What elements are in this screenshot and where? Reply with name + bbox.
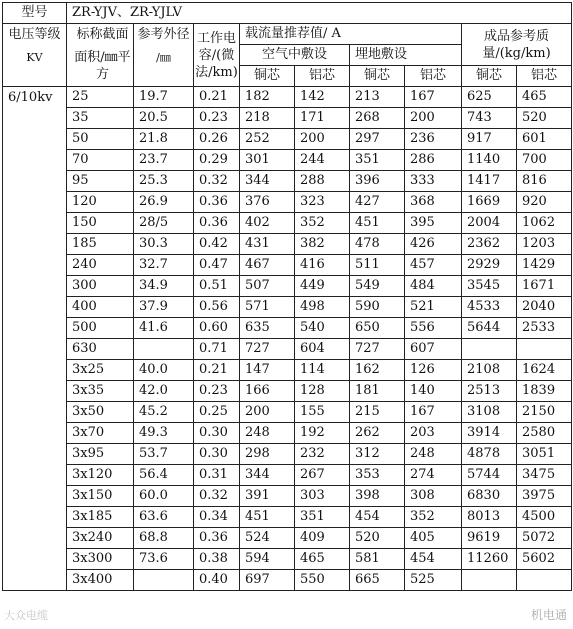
cell-ground-copper: 353 (350, 465, 405, 486)
cell-ground-aluminum: 607 (405, 339, 462, 360)
cell-weight-aluminum: 1429 (517, 255, 572, 276)
table-row (3, 150, 572, 171)
cell-ground-aluminum: 484 (405, 276, 462, 297)
cell-diameter: 63.6 (134, 507, 194, 528)
cell-ground-copper: 511 (350, 255, 405, 276)
cell-ground-copper: 351 (350, 150, 405, 171)
cell-air-aluminum: 498 (295, 297, 350, 318)
table-row (3, 234, 572, 255)
cell-weight-copper: 3108 (462, 402, 517, 423)
section-header (67, 24, 134, 87)
table-row (3, 318, 572, 339)
cell-capacitance: 0.40 (194, 570, 240, 591)
cell-capacitance: 0.26 (194, 129, 240, 150)
table-row (3, 87, 572, 108)
cell-air-copper: 200 (240, 402, 295, 423)
cell-air-aluminum: 200 (295, 129, 350, 150)
cell-weight-aluminum: 5072 (517, 528, 572, 549)
cell-section: 500 (67, 318, 134, 339)
cell-weight-aluminum: 1203 (517, 234, 572, 255)
cell-air-aluminum: 449 (295, 276, 350, 297)
table-row (3, 213, 572, 234)
cell-ground-copper: 427 (350, 192, 405, 213)
cell-capacitance: 0.71 (194, 339, 240, 360)
voltage-label: 电压等级 (8, 27, 61, 42)
cell-ground-aluminum: 140 (405, 381, 462, 402)
cell-weight-aluminum: 4500 (517, 507, 572, 528)
cable-spec-table (2, 2, 572, 591)
cell-ground-copper: 451 (350, 213, 405, 234)
cell-diameter: 32.7 (134, 255, 194, 276)
weight-aluminum-header: 铝芯 (517, 66, 572, 87)
cell-air-aluminum: 303 (295, 486, 350, 507)
cell-weight-aluminum: 920 (517, 192, 572, 213)
watermark-right: 机电通 (530, 608, 567, 622)
cell-weight-copper: 8013 (462, 507, 517, 528)
capacitance-header (194, 24, 240, 87)
cell-weight-copper (462, 339, 517, 360)
cell-diameter (134, 339, 194, 360)
cell-ground-copper: 590 (350, 297, 405, 318)
cell-section: 25 (67, 87, 134, 108)
cell-air-aluminum: 142 (295, 87, 350, 108)
cell-diameter (134, 570, 194, 591)
cell-weight-copper: 4878 (462, 444, 517, 465)
cell-weight-aluminum: 700 (517, 150, 572, 171)
cell-ground-aluminum: 426 (405, 234, 462, 255)
cell-weight-copper: 917 (462, 129, 517, 150)
cell-section: 240 (67, 255, 134, 276)
cell-diameter: 41.6 (134, 318, 194, 339)
table-row (3, 171, 572, 192)
cell-weight-aluminum (517, 339, 572, 360)
cell-capacitance: 0.60 (194, 318, 240, 339)
cell-air-copper: 451 (240, 507, 295, 528)
cell-diameter: 68.8 (134, 528, 194, 549)
cell-air-aluminum: 244 (295, 150, 350, 171)
cell-ground-aluminum: 556 (405, 318, 462, 339)
cell-section: 185 (67, 234, 134, 255)
cell-air-copper: 467 (240, 255, 295, 276)
table-row (3, 339, 572, 360)
cell-section: 3x185 (67, 507, 134, 528)
cell-ground-copper: 297 (350, 129, 405, 150)
table-row (3, 444, 572, 465)
cell-ground-copper: 181 (350, 381, 405, 402)
cell-diameter: 56.4 (134, 465, 194, 486)
cell-weight-aluminum: 465 (517, 87, 572, 108)
cell-air-copper: 147 (240, 360, 295, 381)
cell-ground-copper: 581 (350, 549, 405, 570)
cell-ground-aluminum: 395 (405, 213, 462, 234)
cell-section: 3x35 (67, 381, 134, 402)
ground-copper-header: 铜芯 (350, 66, 405, 87)
cell-ground-copper: 454 (350, 507, 405, 528)
cell-ground-copper: 268 (350, 108, 405, 129)
cell-weight-copper: 1669 (462, 192, 517, 213)
model-value: ZR-YJV、ZR-YJLV (67, 3, 572, 24)
ground-aluminum-header: 铝芯 (405, 66, 462, 87)
cell-ground-aluminum: 352 (405, 507, 462, 528)
cell-diameter: 34.9 (134, 276, 194, 297)
cell-weight-aluminum: 2150 (517, 402, 572, 423)
cell-ground-aluminum: 236 (405, 129, 462, 150)
cell-ground-aluminum: 167 (405, 402, 462, 423)
ampacity-header: 载流量推荐值/ A (240, 24, 462, 45)
cell-air-copper: 344 (240, 465, 295, 486)
table-row (3, 255, 572, 276)
table-row (3, 129, 572, 150)
cell-diameter: 30.3 (134, 234, 194, 255)
cell-weight-copper: 5744 (462, 465, 517, 486)
cell-ground-aluminum: 457 (405, 255, 462, 276)
cell-diameter: 60.0 (134, 486, 194, 507)
table-row (3, 192, 572, 213)
cell-ground-aluminum: 200 (405, 108, 462, 129)
cell-capacitance: 0.42 (194, 234, 240, 255)
cell-air-copper: 166 (240, 381, 295, 402)
cell-weight-aluminum: 520 (517, 108, 572, 129)
voltage-header (3, 24, 67, 87)
cell-weight-copper: 2362 (462, 234, 517, 255)
cell-capacitance: 0.51 (194, 276, 240, 297)
cell-capacitance: 0.25 (194, 402, 240, 423)
cell-air-aluminum: 155 (295, 402, 350, 423)
table-row (3, 507, 572, 528)
cell-weight-aluminum: 816 (517, 171, 572, 192)
table-row (3, 570, 572, 591)
cell-air-aluminum: 550 (295, 570, 350, 591)
model-label: 型号 (3, 3, 67, 24)
ground-header: 埋地敷设 (350, 45, 462, 66)
cell-weight-aluminum: 2040 (517, 297, 572, 318)
cell-weight-aluminum: 3975 (517, 486, 572, 507)
cell-section: 150 (67, 213, 134, 234)
cell-air-aluminum: 352 (295, 213, 350, 234)
cell-air-aluminum: 192 (295, 423, 350, 444)
cell-weight-aluminum (517, 570, 572, 591)
cell-air-copper: 376 (240, 192, 295, 213)
cell-air-copper: 248 (240, 423, 295, 444)
cell-diameter: 19.7 (134, 87, 194, 108)
table-row (3, 549, 572, 570)
cell-air-copper: 507 (240, 276, 295, 297)
cell-ground-aluminum: 286 (405, 150, 462, 171)
table-row (3, 276, 572, 297)
cell-weight-copper: 2108 (462, 360, 517, 381)
cell-air-aluminum: 267 (295, 465, 350, 486)
cell-air-copper: 524 (240, 528, 295, 549)
cell-air-aluminum: 409 (295, 528, 350, 549)
cell-air-copper: 635 (240, 318, 295, 339)
cell-air-aluminum: 232 (295, 444, 350, 465)
cell-weight-copper: 6830 (462, 486, 517, 507)
cell-ground-copper: 162 (350, 360, 405, 381)
cell-capacitance: 0.31 (194, 465, 240, 486)
cell-air-copper: 252 (240, 129, 295, 150)
cell-weight-aluminum: 1062 (517, 213, 572, 234)
cell-ground-aluminum: 248 (405, 444, 462, 465)
cell-diameter: 21.8 (134, 129, 194, 150)
cell-section: 300 (67, 276, 134, 297)
cell-diameter: 73.6 (134, 549, 194, 570)
cell-weight-aluminum: 3051 (517, 444, 572, 465)
cell-capacitance: 0.56 (194, 297, 240, 318)
cell-weight-copper: 2513 (462, 381, 517, 402)
cell-diameter: 25.3 (134, 171, 194, 192)
table-row (3, 108, 572, 129)
cell-ground-copper: 262 (350, 423, 405, 444)
cell-weight-copper: 9619 (462, 528, 517, 549)
table-row (3, 402, 572, 423)
table-row (3, 486, 572, 507)
cell-weight-aluminum: 2533 (517, 318, 572, 339)
cell-weight-aluminum: 5602 (517, 549, 572, 570)
cell-weight-copper: 2004 (462, 213, 517, 234)
cell-ground-aluminum: 167 (405, 87, 462, 108)
cell-ground-copper: 549 (350, 276, 405, 297)
cell-diameter: 28/5 (134, 213, 194, 234)
cell-diameter: 45.2 (134, 402, 194, 423)
cell-capacitance: 0.32 (194, 486, 240, 507)
air-aluminum-header: 铝芯 (295, 66, 350, 87)
cell-weight-aluminum: 1839 (517, 381, 572, 402)
cell-capacitance: 0.36 (194, 192, 240, 213)
cell-air-copper: 727 (240, 339, 295, 360)
cell-diameter: 53.7 (134, 444, 194, 465)
cell-capacitance: 0.30 (194, 444, 240, 465)
voltage-value: 6/10kv (3, 87, 67, 591)
cell-section: 3x70 (67, 423, 134, 444)
cell-diameter: 40.0 (134, 360, 194, 381)
model-row (3, 3, 572, 24)
cell-section: 3x50 (67, 402, 134, 423)
cell-ground-copper: 727 (350, 339, 405, 360)
cell-ground-copper: 396 (350, 171, 405, 192)
cell-weight-copper: 4533 (462, 297, 517, 318)
cell-air-copper: 594 (240, 549, 295, 570)
cell-ground-aluminum: 368 (405, 192, 462, 213)
cell-diameter: 37.9 (134, 297, 194, 318)
cell-ground-copper: 312 (350, 444, 405, 465)
cell-weight-copper: 5644 (462, 318, 517, 339)
cell-section: 3x95 (67, 444, 134, 465)
capacitance-label: 工作电容/(微法/km) (195, 30, 238, 80)
cell-capacitance: 0.21 (194, 360, 240, 381)
weight-copper-header: 铜芯 (462, 66, 517, 87)
cell-capacitance: 0.36 (194, 213, 240, 234)
cell-ground-aluminum: 521 (405, 297, 462, 318)
cell-ground-aluminum: 525 (405, 570, 462, 591)
cell-ground-aluminum: 274 (405, 465, 462, 486)
weight-label: 成品参考质量/(kg/km) (482, 28, 551, 61)
cell-air-aluminum: 540 (295, 318, 350, 339)
weight-header (462, 24, 572, 66)
cell-section: 35 (67, 108, 134, 129)
cell-air-copper: 218 (240, 108, 295, 129)
cell-weight-aluminum: 2580 (517, 423, 572, 444)
cell-weight-copper: 1417 (462, 171, 517, 192)
cell-section: 630 (67, 339, 134, 360)
cell-air-aluminum: 128 (295, 381, 350, 402)
cell-diameter: 20.5 (134, 108, 194, 129)
cell-ground-copper: 650 (350, 318, 405, 339)
cell-air-copper: 697 (240, 570, 295, 591)
cell-capacitance: 0.29 (194, 150, 240, 171)
cell-weight-copper: 1140 (462, 150, 517, 171)
cell-capacitance: 0.34 (194, 507, 240, 528)
cell-weight-copper: 743 (462, 108, 517, 129)
cell-ground-aluminum: 454 (405, 549, 462, 570)
cell-section: 95 (67, 171, 134, 192)
cell-weight-copper: 625 (462, 87, 517, 108)
cell-ground-aluminum: 333 (405, 171, 462, 192)
cell-ground-copper: 665 (350, 570, 405, 591)
cell-capacitance: 0.23 (194, 381, 240, 402)
cell-ground-copper: 478 (350, 234, 405, 255)
cell-air-aluminum: 288 (295, 171, 350, 192)
cell-ground-copper: 520 (350, 528, 405, 549)
cell-section: 120 (67, 192, 134, 213)
cell-air-aluminum: 323 (295, 192, 350, 213)
cell-weight-aluminum: 3475 (517, 465, 572, 486)
cell-section: 50 (67, 129, 134, 150)
diameter-label: 参考外径 (137, 27, 190, 42)
cell-weight-copper: 3545 (462, 276, 517, 297)
cell-diameter: 49.3 (134, 423, 194, 444)
cell-ground-aluminum: 405 (405, 528, 462, 549)
air-header: 空气中敷设 (240, 45, 350, 66)
cell-air-copper: 298 (240, 444, 295, 465)
cell-capacitance: 0.23 (194, 108, 240, 129)
section-unit: 面积/㎜平方 (74, 50, 131, 82)
diameter-unit: /㎜ (156, 51, 171, 64)
cell-section: 3x300 (67, 549, 134, 570)
table-row (3, 528, 572, 549)
cell-weight-copper: 3914 (462, 423, 517, 444)
cell-ground-aluminum: 308 (405, 486, 462, 507)
cell-section: 3x120 (67, 465, 134, 486)
cell-air-copper: 431 (240, 234, 295, 255)
cell-air-aluminum: 382 (295, 234, 350, 255)
cell-capacitance: 0.30 (194, 423, 240, 444)
cell-air-aluminum: 416 (295, 255, 350, 276)
cell-weight-aluminum: 1624 (517, 360, 572, 381)
cell-ground-aluminum: 203 (405, 423, 462, 444)
cell-capacitance: 0.21 (194, 87, 240, 108)
cell-air-copper: 402 (240, 213, 295, 234)
cell-weight-copper (462, 570, 517, 591)
cell-section: 3x25 (67, 360, 134, 381)
cell-ground-copper: 213 (350, 87, 405, 108)
cell-capacitance: 0.38 (194, 549, 240, 570)
section-label: 标称截面 (76, 27, 129, 42)
cell-air-copper: 301 (240, 150, 295, 171)
table-row (3, 465, 572, 486)
cell-weight-aluminum: 601 (517, 129, 572, 150)
cell-air-copper: 344 (240, 171, 295, 192)
cell-section: 3x150 (67, 486, 134, 507)
watermark-left: 大众电缆 (4, 609, 48, 622)
table-row (3, 381, 572, 402)
cell-air-copper: 571 (240, 297, 295, 318)
cell-weight-copper: 11260 (462, 549, 517, 570)
cell-diameter: 42.0 (134, 381, 194, 402)
cell-ground-aluminum: 126 (405, 360, 462, 381)
cell-section: 70 (67, 150, 134, 171)
cell-weight-copper: 2929 (462, 255, 517, 276)
cell-air-copper: 182 (240, 87, 295, 108)
table-row (3, 297, 572, 318)
cell-capacitance: 0.36 (194, 528, 240, 549)
cell-air-aluminum: 351 (295, 507, 350, 528)
cell-section: 400 (67, 297, 134, 318)
table-row (3, 360, 572, 381)
cell-air-aluminum: 465 (295, 549, 350, 570)
air-copper-header: 铜芯 (240, 66, 295, 87)
cell-air-copper: 391 (240, 486, 295, 507)
voltage-unit: KV (26, 51, 43, 64)
cell-ground-copper: 398 (350, 486, 405, 507)
cell-section: 3x400 (67, 570, 134, 591)
table-row (3, 423, 572, 444)
cell-section: 3x240 (67, 528, 134, 549)
cell-diameter: 26.9 (134, 192, 194, 213)
cell-weight-aluminum: 1671 (517, 276, 572, 297)
diameter-header (134, 24, 194, 87)
cell-air-aluminum: 114 (295, 360, 350, 381)
cell-air-aluminum: 604 (295, 339, 350, 360)
cell-capacitance: 0.47 (194, 255, 240, 276)
cell-ground-copper: 215 (350, 402, 405, 423)
header-row-1 (3, 24, 572, 45)
cell-air-aluminum: 171 (295, 108, 350, 129)
cell-diameter: 23.7 (134, 150, 194, 171)
cell-capacitance: 0.32 (194, 171, 240, 192)
